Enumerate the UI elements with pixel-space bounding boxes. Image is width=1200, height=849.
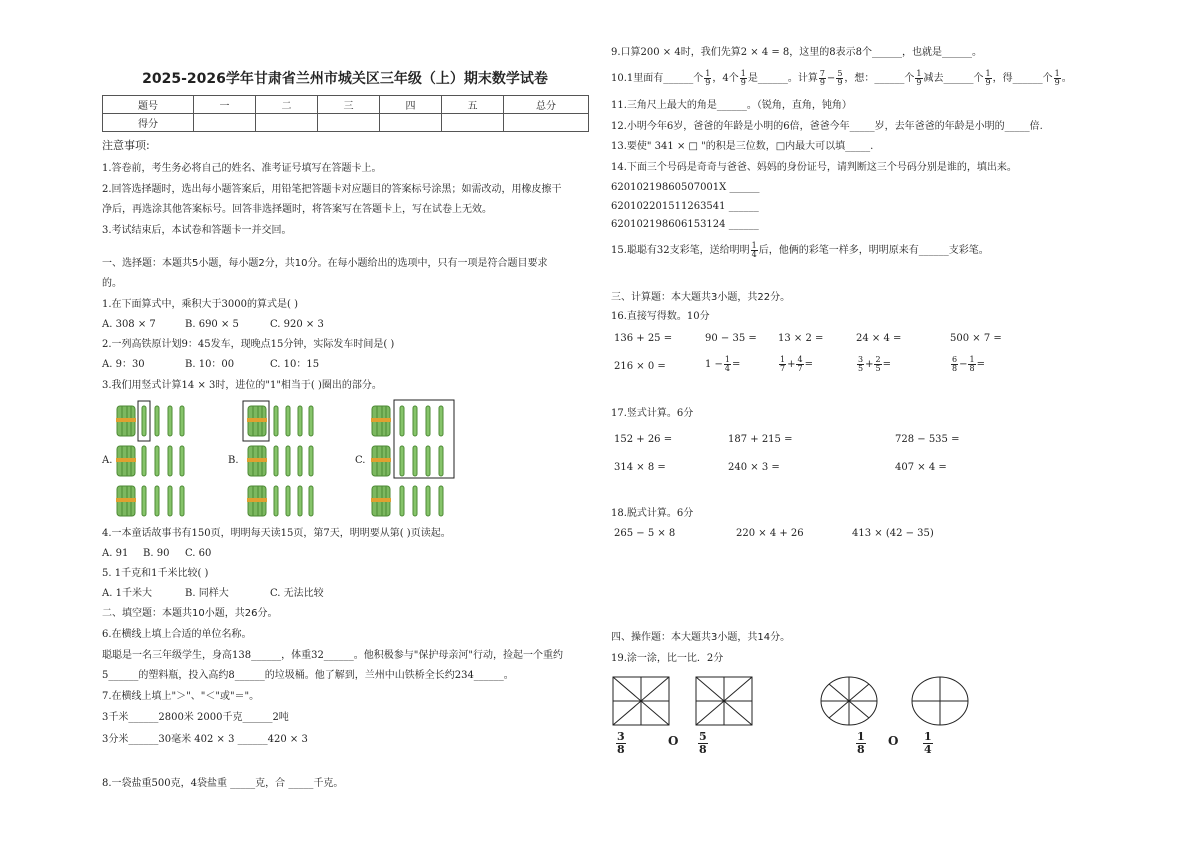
bundle-row (247, 486, 313, 516)
fraction-one-fourth: 1 4 (924, 730, 932, 756)
id-number: 620102201511263541 ______ (611, 201, 759, 212)
score-header-cell: 二 (256, 96, 318, 114)
stick-icon (142, 406, 184, 436)
score-cell[interactable] (256, 114, 318, 132)
question-5: 5. 1千克和1千米比较( ) (102, 568, 209, 579)
q4-option-c[interactable]: C. 60 (185, 548, 212, 559)
score-header-cell: 一 (194, 96, 256, 114)
fraction-one-fourth: $\frac{1}{4}$ (751, 241, 757, 259)
q6-line-1: 聪聪是一名三年级学生，身高138______，体重32______。他积极参与"保护母亲河"行动，捡起一个重约 (102, 650, 564, 661)
section3-heading: 三、计算题：本大题共3小题，共22分。 (611, 292, 791, 303)
q5-option-a[interactable]: A. 1千米大 (102, 588, 152, 599)
question-9: 9.口算200 × 4时，我们先算2 × 4 = 8，这里的8表示8个______，也就是______。 (611, 47, 983, 58)
q7-line-2: 3分米______30毫米 402 × 3 ______420 × 3 (102, 734, 308, 745)
q17-item: 407 × 4 = (895, 462, 947, 473)
bundle-row (371, 406, 443, 436)
q5-option-b[interactable]: B. 同样大 (185, 588, 229, 599)
score-row-label: 得分 (103, 114, 194, 132)
q16-item: 500 × 7 = (950, 333, 1002, 344)
question-7: 7.在横线上填上"＞"、"＜"或"＝"。 (102, 691, 260, 702)
q6-line-2: 5______的塑料瓶，投入高约8______的垃圾桶。他了解到，兰州中山铁桥全长约234______。 (102, 670, 514, 681)
fraction-three-eighths: 3 8 (617, 730, 625, 756)
stick-bundle-icon (116, 406, 136, 436)
note-item: 2.回答选择题时，选出每小题答案后，用铅笔把答题卡对应题目的答案标号涂黑；如需改动，用橡皮擦干 (102, 184, 562, 195)
q16-item: $\frac{6}{8}$ − $\frac{1}{8}$ = (952, 355, 985, 373)
question-18: 18.脱式计算。6分 (611, 508, 694, 519)
compare-circle[interactable]: O (888, 734, 899, 748)
score-header-cell: 五 (442, 96, 504, 114)
q18-item: 265 − 5 × 8 (614, 528, 676, 539)
q16-item: $\frac{1}{7}$ + $\frac{4}{7}$ = (780, 355, 813, 373)
q2-option-c[interactable]: C. 10：15 (270, 359, 320, 370)
q17-item: 240 × 3 = (728, 462, 780, 473)
bundle-row (247, 446, 313, 476)
q16-item: 13 × 2 = (778, 333, 824, 344)
section4-heading: 四、操作题：本大题共3小题，共14分。 (611, 632, 791, 643)
q10-text: 10.1里面有______个 (611, 73, 704, 84)
question-19: 19.涂一涂，比一比．2分 (611, 653, 724, 664)
q10-text: 是______。计算 (747, 73, 818, 84)
bundle-row (371, 486, 443, 516)
fraction-one-ninth: $\frac{1}{9}$ (740, 69, 746, 87)
page-title: 2025-2026学年甘肃省兰州市城关区三年级（上）期末数学试卷 (142, 71, 548, 87)
section1-heading-cont: 的。 (102, 278, 122, 289)
q7-line-1: 3千米______2800米 2000千克______2吨 (102, 712, 289, 723)
score-cell[interactable] (504, 114, 589, 132)
q16-item: $\frac{3}{5}$ + $\frac{2}{5}$ = (858, 355, 891, 373)
q3-option-c-figure[interactable] (366, 398, 458, 518)
id-number: 620102198606153124 ______ (611, 219, 759, 230)
q3-option-a-figure[interactable] (110, 398, 190, 518)
circle-divided-fourths (912, 677, 968, 725)
q4-option-b[interactable]: B. 90 (143, 548, 170, 559)
score-cell[interactable] (318, 114, 380, 132)
q16-item: 216 × 0 = (614, 361, 666, 372)
q18-item: 413 × (42 − 35) (852, 528, 934, 539)
q17-item: 314 × 8 = (614, 462, 666, 473)
square-divided-eighths (696, 677, 752, 725)
q17-item: 187 + 215 = (728, 434, 793, 445)
q1-option-b[interactable]: B. 690 × 5 (185, 319, 239, 330)
fraction-one-ninth: $\frac{1}{9}$ (705, 69, 711, 87)
fraction-seven-ninths: $\frac{7}{9}$ (819, 69, 825, 87)
q3-option-a-label[interactable]: A. (102, 455, 113, 466)
q16-item: 90 − 35 = (705, 333, 757, 344)
q2-option-a[interactable]: A. 9：30 (102, 359, 145, 370)
question-13: 13.要使" 341 × □ "的积是三位数，□内最大可以填_____. (611, 141, 874, 152)
q10-text: ，得______个 (992, 73, 1053, 84)
id-number: 62010219860507001X ______ (611, 182, 760, 193)
question-17: 17.竖式计算。6分 (611, 408, 694, 419)
compare-circle[interactable]: O (668, 734, 679, 748)
note-item: 3.考试结束后，本试卷和答题卡一并交回。 (102, 225, 292, 236)
fraction-five-eighths: 5 8 (699, 730, 707, 756)
score-header-cell: 题号 (103, 96, 194, 114)
question-10: 10.1里面有______个 $\frac{1}{9}$ ，4个 $\frac{1}{9}$ 是______。计算 $\frac{7}{9}$ − $\frac{5}{9}$ ，想：______个 $\frac{1}{9}$ 减去______个 $\frac{1}{9}$ ，得______个 $\frac{1}{9}$ 。 (611, 69, 1072, 87)
q2-option-b[interactable]: B. 10：00 (185, 359, 235, 370)
question-11: 11.三角尺上最大的角是______。（锐角，直角，钝角） (611, 100, 852, 111)
note-item: 净后，再选涂其他答案标号。回答非选择题时，将答案写在答题卡上，写在试卷上无效。 (102, 204, 492, 215)
bundle-row (371, 446, 443, 476)
q4-option-a[interactable]: A. 91 (102, 548, 129, 559)
q1-option-a[interactable]: A. 308 × 7 (102, 319, 156, 330)
question-14: 14.下面三个号码是奇奇与爸爸、妈妈的身份证号，请判断这三个号码分别是谁的，填出来。 (611, 162, 1017, 173)
q10-text: ，4个 (712, 73, 739, 84)
question-16: 16.直接写得数。10分 (611, 311, 710, 322)
score-cell[interactable] (380, 114, 442, 132)
question-2: 2.一列高铁原计划9：45发车，现晚点15分钟，实际发车时间是( ) (102, 339, 395, 350)
score-table-header-row (103, 96, 589, 114)
fraction-five-ninths: $\frac{5}{9}$ (837, 69, 843, 87)
q10-text: ，想：______个 (844, 73, 915, 84)
section1-heading: 一、选择题：本题共5小题，每小题2分，共10分。在每小题给出的选项中，只有一项是符合题目要求 (102, 258, 548, 269)
q16-item: 136 + 25 = (614, 333, 673, 344)
question-6: 6.在横线上填上合适的单位名称。 (102, 629, 252, 640)
q3-option-b-label[interactable]: B. (228, 455, 239, 466)
fraction-one-ninth: $\frac{1}{9}$ (916, 69, 922, 87)
q10-text: 减去______个 (923, 73, 984, 84)
note-item: 1.答卷前，考生务必将自己的姓名、准考证号填写在答题卡上。 (102, 163, 382, 174)
circle-divided-eighths (821, 677, 877, 725)
q5-option-c[interactable]: C. 无法比较 (270, 588, 324, 599)
question-15: 15.聪聪有32支彩笔，送给明明 $\frac{1}{4}$ 后，他俩的彩笔一样多，明明原来有______支彩笔。 (611, 241, 989, 259)
q16-item: 24 × 4 = (856, 333, 902, 344)
bundle-row (116, 446, 184, 476)
question-8: 8.一袋盐重500克，4袋盐重 _____克，合 _____千克。 (102, 778, 344, 789)
question-12: 12.小明今年6岁，爸爸的年龄是小明的6倍，爸爸今年_____岁，去年爸爸的年龄是小明的_____倍. (611, 121, 1043, 132)
bundle-row (247, 406, 313, 436)
question-1: 1.在下面算式中，乘积大于3000的算式是( ) (102, 299, 298, 310)
score-table (102, 95, 589, 132)
section2-heading: 二、填空题：本题共10小题，共26分。 (102, 608, 278, 619)
q19-shapes (612, 676, 972, 728)
square-divided-eighths (613, 677, 669, 725)
q17-item: 152 + 26 = (614, 434, 673, 445)
fraction-one-eighth: 1 8 (857, 730, 865, 756)
score-header-cell: 三 (318, 96, 380, 114)
q3-option-b-figure[interactable] (236, 398, 316, 518)
notes-heading: 注意事项: (102, 139, 150, 152)
fraction-one-ninth: $\frac{1}{9}$ (1054, 69, 1060, 87)
score-cell[interactable] (442, 114, 504, 132)
question-3: 3.我们用竖式计算14 × 3时，进位的"1"相当于( )圈出的部分。 (102, 380, 382, 391)
score-header-cell: 总分 (504, 96, 589, 114)
q17-item: 728 − 535 = (895, 434, 960, 445)
score-table-score-row (103, 114, 589, 132)
q1-option-c[interactable]: C. 920 × 3 (270, 319, 324, 330)
q18-item: 220 × 4 + 26 (736, 528, 804, 539)
question-4: 4.一本童话故事书有150页，明明每天读15页，第7天，明明要从第( )页读起。 (102, 528, 451, 539)
score-cell[interactable] (194, 114, 256, 132)
score-header-cell: 四 (380, 96, 442, 114)
bundle-row (116, 486, 184, 516)
q16-item: 1 − $\frac{1}{4}$ = (705, 355, 741, 373)
fraction-one-ninth: $\frac{1}{9}$ (985, 69, 991, 87)
q3-option-c-label[interactable]: C. (355, 455, 366, 466)
